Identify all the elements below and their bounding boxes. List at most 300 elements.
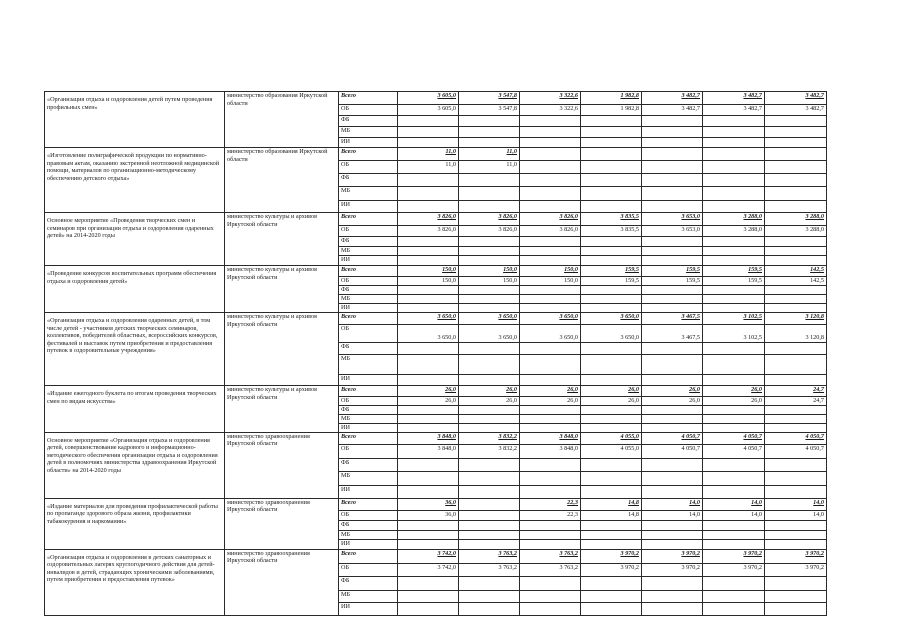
amount-cell: 3 482,7 (703, 92, 765, 105)
amount-cell (642, 127, 703, 138)
amount-cell: 24,7 (765, 397, 827, 406)
activity-name: «Издание ежегодного буклета по итогам проведения творческих смен по видам искусства» (45, 386, 225, 433)
amount-cell: 3 848,0 (520, 444, 581, 458)
funding-source-label: МБ (339, 187, 398, 201)
amount-cell: 3 763,2 (520, 549, 581, 563)
funding-source-label: ОБ (339, 277, 398, 286)
amount-cell (459, 520, 520, 530)
amount-cell (642, 471, 703, 485)
amount-cell (642, 187, 703, 201)
amount-cell (581, 602, 642, 615)
amount-cell (398, 355, 459, 375)
amount-cell (398, 304, 459, 313)
amount-cell (459, 286, 520, 295)
amount-cell (459, 539, 520, 549)
amount-cell (581, 295, 642, 304)
amount-cell (642, 295, 703, 304)
amount-cell (581, 286, 642, 295)
amount-cell (581, 237, 642, 247)
amount-cell (398, 247, 459, 256)
amount-cell: 11,0 (398, 148, 459, 161)
budget-table-page (44, 91, 826, 616)
amount-cell (703, 116, 765, 127)
funding-source-label: ИИ (339, 423, 398, 432)
funding-source-label: МБ (339, 590, 398, 602)
amount-cell: 4 050,7 (703, 432, 765, 444)
amount-cell (703, 406, 765, 415)
amount-cell (703, 355, 765, 375)
amount-cell: 3 826,0 (520, 226, 581, 237)
amount-cell (703, 161, 765, 174)
amount-cell (398, 286, 459, 295)
amount-cell (642, 406, 703, 415)
amount-cell (765, 247, 827, 256)
amount-cell (520, 116, 581, 127)
funding-source-label: МБ (339, 247, 398, 256)
amount-cell: 3 970,2 (642, 549, 703, 563)
amount-cell (520, 375, 581, 386)
budget-table (44, 91, 827, 616)
amount-cell: 24,7 (765, 386, 827, 397)
amount-cell (459, 423, 520, 432)
amount-cell (459, 458, 520, 471)
activity-name: «Организация отдыха и оздоровления в детских санаторных и оздоровительных лагерях круглогодичного действия для детей-инвалидов и детей, страдающих хроническими заболеваниями, путем приобретения и предоставления путевок» (45, 549, 225, 615)
amount-cell (459, 576, 520, 590)
amount-cell (398, 174, 459, 187)
amount-cell: 11,0 (459, 161, 520, 174)
amount-cell (642, 247, 703, 256)
amount-cell (398, 295, 459, 304)
amount-cell (703, 539, 765, 549)
amount-cell (459, 375, 520, 386)
amount-cell: 3 482,7 (642, 92, 703, 105)
amount-cell (459, 201, 520, 213)
amount-cell (703, 590, 765, 602)
amount-cell (398, 256, 459, 266)
amount-cell: 3 120,8 (765, 325, 827, 343)
amount-cell: 3 547,8 (459, 105, 520, 116)
funding-source-label: ФБ (339, 116, 398, 127)
amount-cell: 159,5 (581, 277, 642, 286)
amount-cell (581, 148, 642, 161)
activity-name: «Изготовление полиграфической продукции по нормативно-правовым актам, оказанию экстренной неотложной медицинской помощи, материалов по организационно-методическому обеспечению детского отдыха» (45, 148, 225, 213)
amount-cell: 3 467,5 (642, 325, 703, 343)
amount-cell (703, 423, 765, 432)
table-row (45, 549, 827, 563)
amount-cell (703, 148, 765, 161)
amount-cell (398, 343, 459, 355)
amount-cell (520, 576, 581, 590)
amount-cell: 159,5 (642, 266, 703, 277)
funding-source-label: ФБ (339, 237, 398, 247)
funding-source-label: МБ (339, 530, 398, 539)
amount-cell: 3 650,0 (520, 325, 581, 343)
amount-cell (581, 304, 642, 313)
amount-cell: 3 826,0 (459, 213, 520, 226)
amount-cell (520, 201, 581, 213)
amount-cell (581, 458, 642, 471)
amount-cell: 3 826,0 (520, 213, 581, 226)
funding-source-label: ИИ (339, 602, 398, 615)
amount-cell (459, 471, 520, 485)
amount-cell: 3 288,0 (765, 226, 827, 237)
amount-cell: 26,0 (642, 386, 703, 397)
amount-cell (642, 423, 703, 432)
amount-cell (703, 343, 765, 355)
funding-source-label: Всего (339, 498, 398, 510)
amount-cell: 3 763,2 (459, 549, 520, 563)
amount-cell (398, 375, 459, 386)
amount-cell (398, 458, 459, 471)
amount-cell (520, 286, 581, 295)
amount-cell: 3 102,5 (703, 325, 765, 343)
amount-cell (581, 161, 642, 174)
amount-cell: 3 742,0 (398, 563, 459, 576)
table-row (45, 148, 827, 161)
amount-cell: 3 763,2 (459, 563, 520, 576)
amount-cell: 3 742,0 (398, 549, 459, 563)
amount-cell: 150,0 (520, 266, 581, 277)
amount-cell: 4 055,0 (581, 444, 642, 458)
funding-source-label: ФБ (339, 520, 398, 530)
amount-cell (581, 530, 642, 539)
amount-cell: 3 826,0 (459, 226, 520, 237)
amount-cell: 11,0 (398, 161, 459, 174)
funding-source-label: ИИ (339, 539, 398, 549)
amount-cell (398, 602, 459, 615)
amount-cell: 14,0 (642, 498, 703, 510)
amount-cell (703, 187, 765, 201)
activity-name: Основное мероприятие «Организация отдыха и оздоровления детей, совершенствование кадрового и информационно-методического обеспечения организации отдыха и оздоровления детей в полномочиях министерства здравоохранения Иркутской области» на 2014-2020 годы (45, 432, 225, 498)
amount-cell (459, 187, 520, 201)
amount-cell: 3 322,6 (520, 105, 581, 116)
amount-cell (765, 256, 827, 266)
executor-name: министерство образования Иркутской области (225, 148, 339, 213)
amount-cell: 3 970,2 (642, 563, 703, 576)
amount-cell (703, 576, 765, 590)
funding-source-label: ОБ (339, 510, 398, 520)
amount-cell (642, 148, 703, 161)
executor-name: министерство здравоохранения Иркутской области (225, 549, 339, 615)
amount-cell (520, 295, 581, 304)
amount-cell (642, 485, 703, 498)
funding-source-label: ФБ (339, 286, 398, 295)
amount-cell (459, 414, 520, 423)
funding-source-label: Всего (339, 313, 398, 325)
amount-cell (459, 237, 520, 247)
amount-cell: 3 288,0 (703, 213, 765, 226)
amount-cell (703, 256, 765, 266)
amount-cell (581, 520, 642, 530)
amount-cell (765, 295, 827, 304)
table-row (45, 266, 827, 277)
amount-cell (765, 237, 827, 247)
amount-cell: 14,0 (703, 510, 765, 520)
amount-cell (765, 138, 827, 148)
executor-name: министерство здравоохранения Иркутской области (225, 432, 339, 498)
amount-cell (520, 471, 581, 485)
amount-cell (642, 590, 703, 602)
amount-cell (520, 406, 581, 415)
amount-cell: 26,0 (703, 386, 765, 397)
amount-cell: 3 482,7 (703, 105, 765, 116)
amount-cell (398, 530, 459, 539)
amount-cell (520, 127, 581, 138)
amount-cell (459, 174, 520, 187)
amount-cell: 3 832,2 (459, 444, 520, 458)
amount-cell: 3 482,7 (642, 105, 703, 116)
amount-cell (642, 355, 703, 375)
amount-cell (459, 498, 520, 510)
amount-cell: 3 970,2 (581, 563, 642, 576)
funding-source-label: ФБ (339, 343, 398, 355)
amount-cell: 159,5 (703, 266, 765, 277)
amount-cell (520, 148, 581, 161)
amount-cell (642, 161, 703, 174)
amount-cell (765, 530, 827, 539)
amount-cell (459, 406, 520, 415)
amount-cell (581, 127, 642, 138)
amount-cell: 26,0 (459, 397, 520, 406)
funding-source-label: ИИ (339, 201, 398, 213)
amount-cell: 159,5 (703, 277, 765, 286)
amount-cell (581, 485, 642, 498)
table-row (45, 432, 827, 444)
amount-cell (703, 530, 765, 539)
amount-cell: 3 653,0 (642, 226, 703, 237)
amount-cell (703, 414, 765, 423)
amount-cell: 159,5 (581, 266, 642, 277)
amount-cell (642, 530, 703, 539)
amount-cell (398, 116, 459, 127)
funding-source-label: ОБ (339, 226, 398, 237)
amount-cell (642, 201, 703, 213)
amount-cell (765, 174, 827, 187)
amount-cell (459, 256, 520, 266)
amount-cell: 3 970,2 (703, 549, 765, 563)
executor-name: министерство образования Иркутской области (225, 92, 339, 148)
amount-cell (520, 161, 581, 174)
amount-cell: 3 482,7 (765, 105, 827, 116)
amount-cell (459, 530, 520, 539)
amount-cell (520, 539, 581, 549)
amount-cell (398, 520, 459, 530)
amount-cell: 4 050,7 (642, 444, 703, 458)
table-row (45, 313, 827, 325)
amount-cell (398, 590, 459, 602)
amount-cell (520, 304, 581, 313)
funding-source-label: ИИ (339, 375, 398, 386)
amount-cell (703, 471, 765, 485)
amount-cell (765, 127, 827, 138)
funding-source-label: ИИ (339, 304, 398, 313)
amount-cell: 150,0 (459, 277, 520, 286)
funding-source-label: МБ (339, 295, 398, 304)
amount-cell (520, 458, 581, 471)
amount-cell (765, 471, 827, 485)
amount-cell: 22,3 (520, 498, 581, 510)
funding-source-label: МБ (339, 127, 398, 138)
amount-cell (765, 485, 827, 498)
funding-source-label: Всего (339, 148, 398, 161)
amount-cell (642, 286, 703, 295)
amount-cell (459, 602, 520, 615)
amount-cell (765, 423, 827, 432)
table-row (45, 92, 827, 105)
amount-cell (520, 237, 581, 247)
amount-cell (398, 423, 459, 432)
amount-cell: 26,0 (398, 386, 459, 397)
amount-cell: 3 832,2 (459, 432, 520, 444)
amount-cell (581, 406, 642, 415)
amount-cell (581, 174, 642, 187)
amount-cell (703, 237, 765, 247)
amount-cell (398, 237, 459, 247)
funding-source-label: ФБ (339, 406, 398, 415)
amount-cell (581, 343, 642, 355)
amount-cell: 14,8 (581, 498, 642, 510)
amount-cell (765, 576, 827, 590)
amount-cell (520, 590, 581, 602)
amount-cell (520, 520, 581, 530)
amount-cell (642, 174, 703, 187)
amount-cell: 26,0 (642, 397, 703, 406)
amount-cell: 14,8 (581, 510, 642, 520)
amount-cell (520, 485, 581, 498)
funding-source-label: ОБ (339, 563, 398, 576)
amount-cell (398, 471, 459, 485)
amount-cell (520, 187, 581, 201)
amount-cell (581, 187, 642, 201)
activity-name: «Проведение конкурсов воспитательных программ обеспечения отдыха и оздоровления детей» (45, 266, 225, 313)
amount-cell (520, 414, 581, 423)
amount-cell (642, 138, 703, 148)
funding-source-label: ФБ (339, 458, 398, 471)
amount-cell (703, 174, 765, 187)
amount-cell: 142,5 (765, 266, 827, 277)
amount-cell: 150,0 (398, 277, 459, 286)
executor-name: министерство культуры и архивов Иркутской области (225, 386, 339, 433)
amount-cell: 26,0 (520, 386, 581, 397)
amount-cell (642, 414, 703, 423)
amount-cell: 3 605,0 (398, 105, 459, 116)
amount-cell: 3 848,0 (398, 444, 459, 458)
amount-cell (459, 343, 520, 355)
amount-cell (520, 174, 581, 187)
amount-cell (703, 295, 765, 304)
amount-cell: 3 650,0 (520, 313, 581, 325)
amount-cell (765, 187, 827, 201)
amount-cell (459, 138, 520, 148)
amount-cell (459, 247, 520, 256)
amount-cell: 3 650,0 (398, 313, 459, 325)
amount-cell: 4 055,0 (581, 432, 642, 444)
amount-cell (765, 590, 827, 602)
amount-cell (765, 201, 827, 213)
funding-source-label: Всего (339, 266, 398, 277)
amount-cell: 3 288,0 (765, 213, 827, 226)
amount-cell (520, 343, 581, 355)
amount-cell: 142,5 (765, 277, 827, 286)
funding-source-label: ИИ (339, 256, 398, 266)
amount-cell: 14,0 (642, 510, 703, 520)
funding-source-label: Всего (339, 432, 398, 444)
amount-cell (765, 458, 827, 471)
amount-cell (581, 539, 642, 549)
funding-source-label: Всего (339, 386, 398, 397)
amount-cell (459, 127, 520, 138)
amount-cell (398, 485, 459, 498)
funding-source-label: МБ (339, 471, 398, 485)
activity-name: Основное мероприятие «Проведения творческих смен и семинаров при организации отдыха и оздоровления одаренных детей» на 2014-2020 годы (45, 213, 225, 266)
amount-cell (459, 295, 520, 304)
funding-source-label: МБ (339, 414, 398, 423)
amount-cell: 1 982,8 (581, 92, 642, 105)
amount-cell (703, 201, 765, 213)
funding-source-label: ОБ (339, 397, 398, 406)
amount-cell (459, 116, 520, 127)
amount-cell: 3 970,2 (703, 563, 765, 576)
amount-cell (703, 375, 765, 386)
amount-cell (703, 247, 765, 256)
amount-cell (642, 602, 703, 615)
amount-cell: 3 322,6 (520, 92, 581, 105)
amount-cell: 3 848,0 (520, 432, 581, 444)
amount-cell (581, 471, 642, 485)
amount-cell (520, 247, 581, 256)
amount-cell (581, 256, 642, 266)
amount-cell: 3 547,8 (459, 92, 520, 105)
amount-cell (765, 286, 827, 295)
funding-source-label: Всего (339, 92, 398, 105)
amount-cell (520, 256, 581, 266)
funding-source-label: ОБ (339, 161, 398, 174)
amount-cell (581, 590, 642, 602)
funding-source-label: ОБ (339, 325, 398, 343)
amount-cell: 26,0 (581, 397, 642, 406)
funding-source-label: ФБ (339, 576, 398, 590)
activity-name: «Издание материалов для проведения профилактической работы по пропаганде здорового образа жизни, профилактики табакокурения и наркомании» (45, 498, 225, 549)
amount-cell: 150,0 (398, 266, 459, 277)
amount-cell (642, 237, 703, 247)
amount-cell (765, 343, 827, 355)
amount-cell: 14,0 (703, 498, 765, 510)
executor-name: министерство культуры и архивов Иркутской области (225, 313, 339, 386)
table-row (45, 498, 827, 510)
amount-cell: 3 970,2 (765, 563, 827, 576)
amount-cell: 36,0 (398, 510, 459, 520)
amount-cell: 4 050,7 (703, 444, 765, 458)
amount-cell (703, 138, 765, 148)
amount-cell (765, 355, 827, 375)
amount-cell (642, 375, 703, 386)
amount-cell (459, 510, 520, 520)
amount-cell: 3 970,2 (581, 549, 642, 563)
funding-source-label: ИИ (339, 138, 398, 148)
amount-cell (703, 127, 765, 138)
funding-source-label: ФБ (339, 174, 398, 187)
amount-cell (765, 304, 827, 313)
amount-cell: 159,5 (642, 277, 703, 286)
amount-cell (581, 138, 642, 148)
amount-cell (581, 201, 642, 213)
funding-source-label: Всего (339, 549, 398, 563)
amount-cell (642, 576, 703, 590)
amount-cell: 26,0 (398, 397, 459, 406)
table-row (45, 386, 827, 397)
funding-source-label: ОБ (339, 444, 398, 458)
amount-cell: 3 826,0 (398, 213, 459, 226)
